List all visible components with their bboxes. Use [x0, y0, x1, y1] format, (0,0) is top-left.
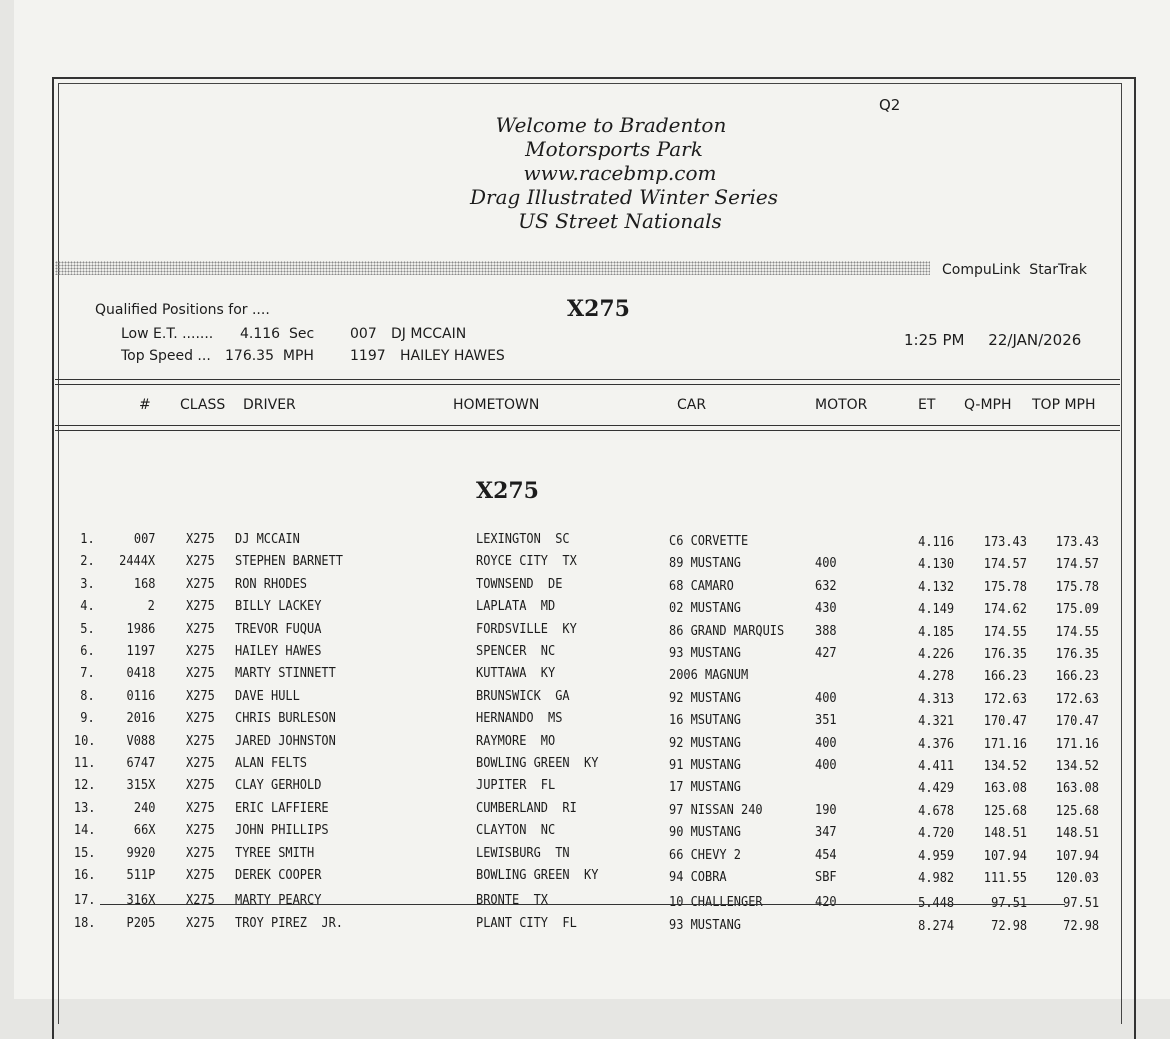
et-cell: 4.376 — [917, 736, 954, 752]
col-header-num: # — [139, 397, 151, 413]
top-mph-cell: 175.09 — [1055, 602, 1099, 618]
q-mph-cell: 171.16 — [983, 736, 1027, 752]
q-mph-cell: 148.51 — [983, 826, 1027, 842]
col-header-class: CLASS — [180, 397, 226, 413]
hometown-cell: SPENCER NC — [476, 644, 556, 659]
driver-cell: TREVOR FUQUA — [235, 621, 322, 637]
motor-cell: 427 — [815, 646, 837, 661]
dotted-rule — [55, 261, 930, 275]
low-et-value: 4.116 Sec — [240, 326, 315, 342]
low-et-driver: DJ MCCAIN — [391, 326, 467, 342]
car-number-cell: 007 — [133, 532, 155, 547]
car-number-cell: 315X — [126, 778, 155, 794]
car-cell: 16 MSUTANG — [669, 713, 742, 729]
class-cell: X275 — [186, 532, 215, 547]
q-mph-cell: 174.57 — [983, 557, 1027, 573]
car-cell: 92 MUSTANG — [669, 690, 742, 706]
et-cell: 4.411 — [917, 759, 954, 774]
hometown-cell: CLAYTON NC — [476, 823, 556, 839]
q-mph-cell: 163.08 — [983, 781, 1027, 797]
et-cell: 4.130 — [917, 557, 954, 573]
top-speed-driver: HAILEY HAWES — [400, 348, 505, 364]
event-header — [420, 113, 820, 233]
col-header-et: ET — [918, 397, 936, 413]
et-cell: 4.959 — [917, 848, 954, 864]
class-cell: X275 — [186, 599, 215, 615]
table-row — [0, 596, 1170, 618]
table-row — [0, 913, 1170, 935]
class-cell: X275 — [186, 756, 215, 771]
low-et-label: Low E.T. ....... — [121, 326, 214, 342]
timestamp — [904, 331, 1081, 349]
rule — [55, 384, 1120, 385]
position-cell: 11. — [73, 756, 95, 771]
top-mph-cell: 107.94 — [1055, 848, 1099, 864]
col-header-car: CAR — [677, 397, 707, 413]
hometown-cell: BOWLING GREEN KY — [476, 868, 599, 883]
q-mph-cell: 166.23 — [983, 669, 1027, 685]
driver-cell: DEREK COOPER — [235, 868, 322, 883]
q-mph-cell: 173.43 — [983, 535, 1027, 550]
q-mph-cell: 125.68 — [983, 803, 1027, 819]
car-cell: 89 MUSTANG — [669, 556, 742, 572]
car-cell: 93 MUSTANG — [669, 917, 742, 933]
low-et-car: 007 — [350, 326, 377, 342]
top-mph-cell: 175.78 — [1055, 579, 1099, 595]
table-row — [0, 529, 1170, 551]
table-row — [0, 753, 1170, 775]
class-cell: X275 — [186, 845, 215, 861]
driver-cell: HAILEY HAWES — [235, 644, 322, 659]
motor-cell: 420 — [815, 895, 837, 911]
position-cell: 8. — [80, 688, 95, 704]
table-row — [0, 843, 1170, 865]
q-mph-cell: 111.55 — [983, 871, 1027, 886]
q-mph-cell: 176.35 — [983, 647, 1027, 662]
driver-cell: DAVE HULL — [235, 688, 300, 704]
class-cell: X275 — [186, 915, 215, 931]
q-mph-cell: 134.52 — [983, 759, 1027, 774]
q-mph-cell: 175.78 — [983, 579, 1027, 595]
et-cell: 4.149 — [917, 602, 954, 618]
car-number-cell: 0418 — [126, 666, 155, 682]
brand-label: CompuLink StarTrak — [942, 262, 1087, 278]
top-mph-cell: 176.35 — [1055, 647, 1099, 662]
car-number-cell: 168 — [133, 576, 155, 592]
et-cell: 5.448 — [917, 896, 954, 912]
driver-cell: TROY PIREZ JR. — [235, 915, 344, 931]
class-cell: X275 — [186, 868, 215, 883]
et-cell: 4.278 — [917, 669, 954, 685]
table-row — [0, 574, 1170, 596]
position-cell: 16. — [73, 868, 95, 883]
hometown-cell: HERNANDO MS — [476, 711, 563, 727]
driver-cell: BILLY LACKEY — [235, 599, 322, 615]
position-cell: 10. — [73, 733, 95, 749]
hometown-cell: ROYCE CITY TX — [476, 554, 577, 570]
motor-cell: 351 — [815, 713, 837, 729]
motor-cell: 400 — [815, 556, 837, 572]
hometown-cell: JUPITER FL — [476, 778, 556, 794]
motor-cell: 190 — [815, 802, 837, 818]
position-cell: 7. — [80, 666, 95, 682]
car-cell: 91 MUSTANG — [669, 758, 742, 773]
car-cell: 10 CHALLENGER — [669, 895, 763, 911]
rule — [55, 379, 1120, 380]
hometown-cell: PLANT CITY FL — [476, 915, 577, 931]
table-row — [0, 663, 1170, 685]
car-number-cell: 2 — [147, 599, 155, 615]
et-cell: 4.321 — [917, 714, 954, 730]
welcome-line: Welcome to Bradenton — [495, 113, 727, 137]
qualifier-cutoff-line — [100, 904, 1065, 905]
top-mph-cell: 148.51 — [1055, 826, 1099, 842]
table-row — [0, 798, 1170, 820]
car-number-cell: 6747 — [126, 756, 155, 771]
table-row — [0, 686, 1170, 708]
hometown-cell: KUTTAWA KY — [476, 666, 556, 682]
car-number-cell: 2444X — [118, 554, 155, 570]
car-cell: 02 MUSTANG — [669, 601, 742, 617]
car-cell: 2006 MAGNUM — [669, 668, 749, 684]
hometown-cell: BOWLING GREEN KY — [476, 756, 599, 771]
hometown-cell: RAYMORE MO — [476, 733, 556, 749]
car-cell: 97 NISSAN 240 — [669, 802, 763, 818]
driver-cell: DJ MCCAIN — [235, 532, 300, 547]
car-cell: 68 CAMARO — [669, 578, 734, 594]
driver-cell: MARTY PEARCY — [235, 893, 322, 909]
rule — [55, 430, 1120, 431]
et-cell: 4.429 — [917, 781, 954, 797]
welcome-line: US Street Nationals — [518, 209, 722, 233]
q-mph-cell: 97.51 — [990, 896, 1027, 912]
q-mph-cell: 174.62 — [983, 602, 1027, 618]
driver-cell: ERIC LAFFIERE — [235, 800, 329, 816]
hometown-cell: LEXINGTON SC — [476, 532, 570, 547]
table-row — [0, 731, 1170, 753]
motor-cell: 400 — [815, 735, 837, 751]
et-cell: 8.274 — [917, 918, 954, 934]
car-number-cell: P205 — [126, 915, 155, 931]
top-mph-cell: 173.43 — [1055, 535, 1099, 550]
position-cell: 3. — [80, 576, 95, 592]
position-cell: 15. — [73, 845, 95, 861]
position-cell: 9. — [80, 711, 95, 727]
motor-cell: 632 — [815, 578, 837, 594]
motor-cell: 430 — [815, 601, 837, 617]
driver-cell: JARED JOHNSTON — [235, 733, 336, 749]
class-cell: X275 — [186, 666, 215, 682]
et-cell: 4.313 — [917, 691, 954, 707]
motor-cell: 400 — [815, 690, 837, 706]
welcome-line: www.racebmp.com — [523, 161, 717, 185]
welcome-line: Motorsports Park — [525, 137, 703, 161]
driver-cell: TYREE SMITH — [235, 845, 315, 861]
q-mph-cell: 170.47 — [983, 714, 1027, 730]
class-cell: X275 — [186, 711, 215, 727]
driver-cell: JOHN PHILLIPS — [235, 823, 329, 839]
motor-cell: 454 — [815, 847, 837, 863]
hometown-cell: TOWNSEND DE — [476, 576, 563, 592]
report-date: 22/JAN/2026 — [988, 331, 1082, 349]
col-header-hometown: HOMETOWN — [453, 397, 540, 413]
et-cell: 4.982 — [917, 871, 954, 886]
position-cell: 13. — [73, 800, 95, 816]
top-speed-label: Top Speed ... — [121, 348, 211, 364]
rule — [55, 425, 1120, 426]
top-mph-cell: 72.98 — [1062, 918, 1099, 934]
class-cell: X275 — [186, 823, 215, 839]
top-mph-cell: 120.03 — [1055, 871, 1099, 886]
class-cell: X275 — [186, 778, 215, 794]
hometown-cell: LEWISBURG TN — [476, 845, 570, 861]
car-number-cell: 1986 — [126, 621, 155, 637]
table-row — [0, 890, 1170, 912]
top-mph-cell: 97.51 — [1062, 896, 1099, 912]
car-number-cell: V088 — [126, 733, 155, 749]
car-number-cell: 2016 — [126, 711, 155, 727]
top-mph-cell: 163.08 — [1055, 781, 1099, 797]
driver-cell: CLAY GERHOLD — [235, 778, 322, 794]
table-row — [0, 820, 1170, 842]
top-mph-cell: 174.57 — [1055, 557, 1099, 573]
motor-cell: 388 — [815, 623, 837, 639]
class-cell: X275 — [186, 688, 215, 704]
motor-cell: 400 — [815, 758, 837, 773]
hometown-cell: BRUNSWICK GA — [476, 688, 570, 704]
motor-cell: 347 — [815, 825, 837, 841]
table-row — [0, 641, 1170, 663]
class-cell: X275 — [186, 733, 215, 749]
car-cell: 90 MUSTANG — [669, 825, 742, 841]
driver-cell: MARTY STINNETT — [235, 666, 336, 682]
car-number-cell: 511P — [126, 868, 155, 883]
car-cell: 66 CHEVY 2 — [669, 847, 742, 863]
motor-cell: SBF — [815, 870, 837, 885]
car-cell: C6 CORVETTE — [669, 534, 749, 549]
position-cell: 17. — [73, 893, 95, 909]
welcome-line: Drag Illustrated Winter Series — [470, 185, 778, 209]
table-row — [0, 865, 1170, 887]
col-header-motor: MOTOR — [815, 397, 868, 413]
hometown-cell: FORDSVILLE KY — [476, 621, 577, 637]
q-mph-cell: 72.98 — [990, 918, 1027, 934]
col-header-driver: DRIVER — [243, 397, 296, 413]
top-mph-cell: 170.47 — [1055, 714, 1099, 730]
class-cell: X275 — [186, 893, 215, 909]
q-mph-cell: 172.63 — [983, 691, 1027, 707]
position-cell: 2. — [80, 554, 95, 570]
driver-cell: ALAN FELTS — [235, 756, 308, 771]
hometown-cell: BRONTE TX — [476, 893, 549, 909]
report-time: 1:25 PM — [904, 331, 965, 349]
car-cell: 94 COBRA — [669, 870, 727, 885]
position-cell: 6. — [80, 644, 95, 659]
position-cell: 12. — [73, 778, 95, 794]
et-cell: 4.185 — [917, 624, 954, 640]
et-cell: 4.132 — [917, 579, 954, 595]
et-cell: 4.226 — [917, 647, 954, 662]
driver-cell: RON RHODES — [235, 576, 308, 592]
et-cell: 4.116 — [917, 535, 954, 550]
col-header-topmph: TOP MPH — [1032, 397, 1096, 413]
car-number-cell: 66X — [133, 823, 155, 839]
top-mph-cell: 166.23 — [1055, 669, 1099, 685]
car-number-cell: 0116 — [126, 688, 155, 704]
table-row — [0, 708, 1170, 730]
driver-cell: STEPHEN BARNETT — [235, 554, 344, 570]
car-number-cell: 1197 — [126, 644, 155, 659]
et-cell: 4.678 — [917, 803, 954, 819]
class-cell: X275 — [186, 621, 215, 637]
q-mph-cell: 107.94 — [983, 848, 1027, 864]
col-header-qmph: Q-MPH — [964, 397, 1012, 413]
class-cell: X275 — [186, 644, 215, 659]
top-speed-car: 1197 — [350, 348, 386, 364]
hometown-cell: LAPLATA MD — [476, 599, 556, 615]
q-mph-cell: 174.55 — [983, 624, 1027, 640]
position-cell: 1. — [80, 532, 95, 547]
class-title: X275 — [567, 296, 630, 322]
sheet-code: Q2 — [879, 96, 901, 114]
car-cell: 17 MUSTANG — [669, 780, 742, 796]
position-cell: 18. — [73, 915, 95, 931]
hometown-cell: CUMBERLAND RI — [476, 800, 577, 816]
qualified-label: Qualified Positions for .... — [95, 302, 270, 318]
car-number-cell: 316X — [126, 893, 155, 909]
top-speed-value: 176.35 MPH — [225, 348, 314, 364]
position-cell: 5. — [80, 621, 95, 637]
section-title: X275 — [476, 478, 539, 504]
car-number-cell: 240 — [133, 800, 155, 816]
position-cell: 4. — [80, 599, 95, 615]
car-number-cell: 9920 — [126, 845, 155, 861]
car-cell: 92 MUSTANG — [669, 735, 742, 751]
top-mph-cell: 172.63 — [1055, 691, 1099, 707]
position-cell: 14. — [73, 823, 95, 839]
class-cell: X275 — [186, 800, 215, 816]
top-mph-cell: 171.16 — [1055, 736, 1099, 752]
driver-cell: CHRIS BURLESON — [235, 711, 336, 727]
et-cell: 4.720 — [917, 826, 954, 842]
top-mph-cell: 134.52 — [1055, 759, 1099, 774]
table-row — [0, 775, 1170, 797]
table-row — [0, 551, 1170, 573]
car-cell: 86 GRAND MARQUIS — [669, 623, 785, 639]
top-mph-cell: 125.68 — [1055, 803, 1099, 819]
class-cell: X275 — [186, 554, 215, 570]
car-cell: 93 MUSTANG — [669, 646, 742, 661]
top-mph-cell: 174.55 — [1055, 624, 1099, 640]
class-cell: X275 — [186, 576, 215, 592]
table-row — [0, 619, 1170, 641]
